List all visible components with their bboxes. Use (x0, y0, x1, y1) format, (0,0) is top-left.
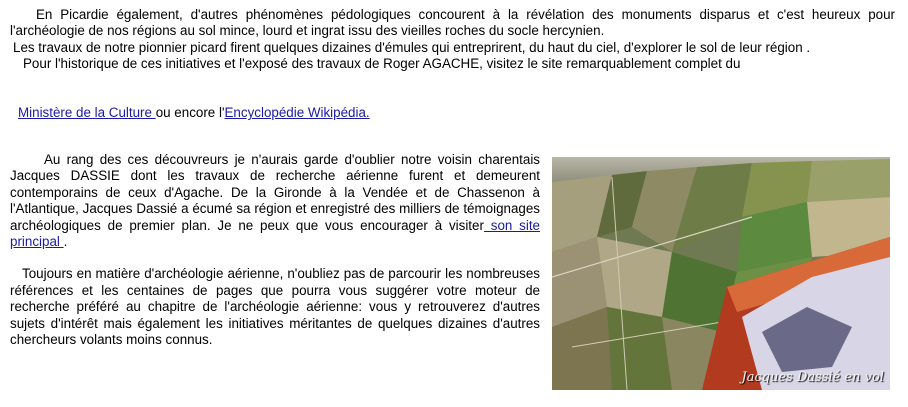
intro-text (10, 7, 895, 73)
dassie-paragraph-2: Toujours en matière d'archéologie aérienne, n'oubliez pas de parcourir les nombreuses références et les centaines de pages que pourra vous suggérer votre moteur de recherche préféré au chapitre de l'archéologie aérienne: vous y retrouverez d'autres sujets d'intérêt mais également les initiatives méritantes de quelques dizaines d'autres chercheurs volants moins connus. (10, 266, 540, 348)
intro-paragraph-2: Les travaux de notre pionnier picard firent quelques dizaines d'émules qui entreprirent, du haut du ciel, d'explorer le sol de leur région . (13, 39, 811, 55)
aerial-photo (552, 157, 890, 390)
link-son-site-principal[interactable]: son site principal (10, 217, 540, 250)
intro-paragraph-1: En Picardie également, d'autres phénomènes pédologiques concourent à la révélation des monuments disparus et c'est heureux pour l'archéologie de nos régions au sol mince, lourd et ingrat issu des vieilles roches du socle hercynien. (10, 7, 895, 39)
dassie-section (10, 152, 540, 348)
link-ministere-culture[interactable]: Ministère de la Culture (18, 105, 156, 120)
dassie-paragraph-1: Au rang des ces découvreurs je n'aurais garde d'oublier notre voisin charentais Jacques DASSIE dont les travaux de recherche aérienne furent et demeurent contemporains de ceux d'Agache. De la Gironde à la Vendée et de Chassenon à l'Atlantique, Jacques Dassié a écumé sa région et enregistré des milliers de témoignages archéologiques de premier plan. Je ne peux que vous encourager à visiter son site principal . (10, 152, 540, 250)
intro-paragraph-3: Pour l'historique de ces initiatives et l'exposé des travaux de Roger AGACHE, visitez le site remarquablement complet du (23, 56, 741, 72)
links-connector: ou encore l' (155, 105, 225, 120)
aerial-fields-illustration (552, 157, 890, 390)
link-wikipedia[interactable]: Encyclopédie Wikipédia. (224, 105, 370, 120)
photo-caption: Jacques Dassié en vol (741, 370, 884, 385)
reference-links (18, 105, 888, 121)
